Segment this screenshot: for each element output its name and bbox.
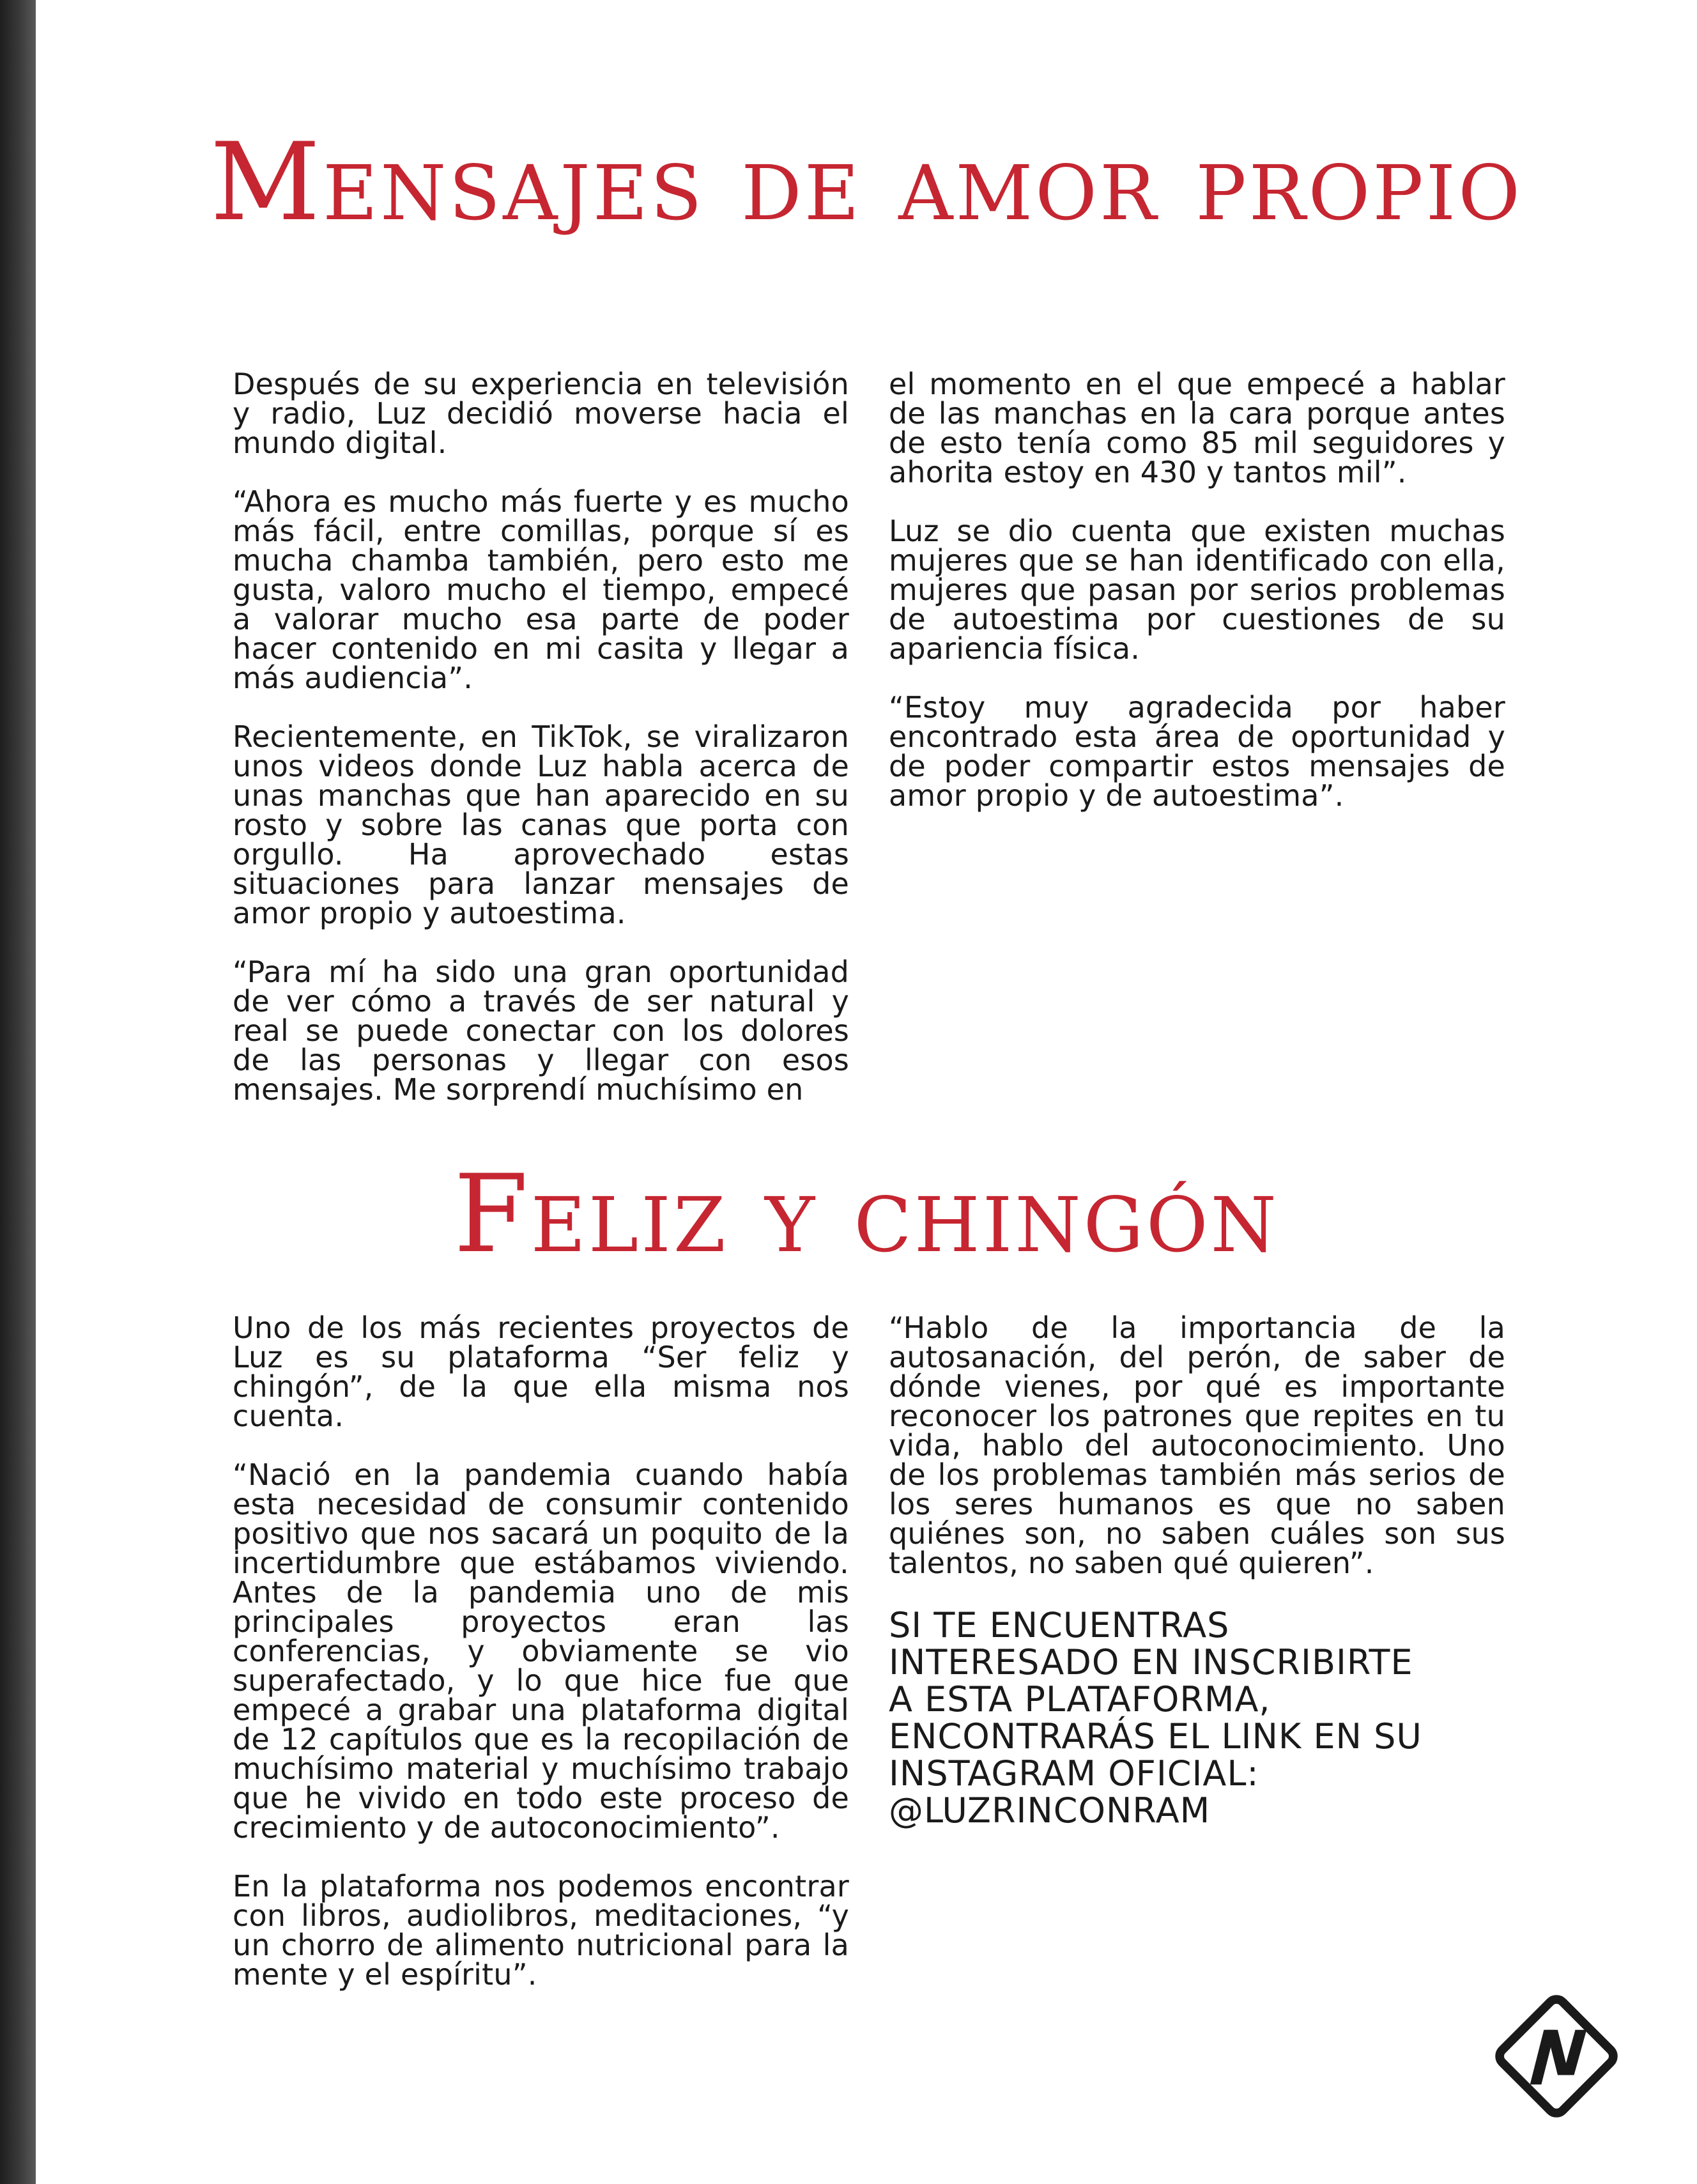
paragraph: Recientemente, en TikTok, se viralizaron unos videos donde Luz habla acerca de unas manchas que han aparecido en su rosto y sobre las canas que porta con orgullo. Ha aprovechado estas situaciones para lanzar mensajes de amor propio y autoestima. bbox=[233, 719, 849, 930]
instagram-callout bbox=[889, 1607, 1505, 1829]
section2-left-column bbox=[233, 1313, 849, 2019]
paragraph: En la plataforma nos podemos encontrar con libros, audiolibros, meditaciones, “y un chorro de alimento nutricional para la mente y el espíritu”. bbox=[233, 1869, 849, 1992]
paragraph: “Hablo de la importancia de la autosanación, del perón, de saber de dónde vienes, por qué es importante reconocer los patrones que repites en tu vida, hablo del autoconocimiento. Uno de los problemas también más serios de los seres humanos es que no saben quiénes son, no saben cuáles son sus talentos, no saben qué quieren”. bbox=[889, 1311, 1505, 1580]
paragraph: “Para mí ha sido una gran oportunidad de ver cómo a través de ser natural y real se puede conectar con los dolores de las personas y llegar con esos mensajes. Me sorprendí muchísimo en bbox=[233, 955, 849, 1107]
callout-line: ENCONTRARÁS EL LINK EN SU bbox=[889, 1716, 1422, 1757]
instagram-handle: @LUZRINCONRAM bbox=[889, 1790, 1211, 1831]
section-title-feliz-y-chingon: Feliz y chingón bbox=[454, 1151, 1279, 1277]
paragraph: “Estoy muy agradecida por haber encontrado esta área de oportunidad y de poder compartir estos mensajes de amor propio y de autoestima”. bbox=[889, 690, 1505, 813]
callout-line: INSTAGRAM OFICIAL: bbox=[889, 1753, 1259, 1794]
paragraph: “Ahora es mucho más fuerte y es mucho más fácil, entre comillas, porque sí es mucha chamba también, pero esto me gusta, valoro mucho el tiempo, empecé a valorar mucho esa parte de poder hacer contenido en mi casita y llegar a más audiencia”. bbox=[233, 484, 849, 695]
section1-right-column bbox=[889, 369, 1505, 840]
diamond-n-logo-icon bbox=[1481, 1981, 1632, 2132]
paragraph: Luz se dio cuenta que existen muchas mujeres que se han identificado con ella, mujeres que pasan por serios problemas de autoestima por cuestiones de su apariencia física. bbox=[889, 514, 1505, 666]
paragraph: “Nació en la pandemia cuando había esta necesidad de consumir contenido positivo que nos sacará un poquito de la incertidumbre que estábamos viviendo. Antes de la pandemia uno de mis principales proyectos eran las conferencias, y obviamente se vio superafectado, y lo que hice fue que empecé a grabar una plataforma digital de 12 capítulos que es la recopilación de muchísimo material y muchísimo trabajo que he vivido en todo este proceso de crecimiento y de autoconocimiento”. bbox=[233, 1457, 849, 1845]
section-title-amor-propio: Mensajes de amor propio bbox=[210, 119, 1523, 245]
paragraph: Después de su experiencia en televisión y radio, Luz decidió moverse hacia el mundo digital. bbox=[233, 367, 849, 460]
page-spine-edge bbox=[0, 0, 36, 2184]
section1-left-column bbox=[233, 369, 849, 1134]
callout-line: SI TE ENCUENTRAS bbox=[889, 1605, 1230, 1645]
section2-right-column bbox=[889, 1313, 1505, 1829]
callout-line: INTERESADO EN INSCRIBIRTE bbox=[889, 1642, 1413, 1682]
paragraph: Uno de los más recientes proyectos de Luz es su plataforma “Ser feliz y chingón”, de la que ella misma nos cuenta. bbox=[233, 1311, 849, 1433]
callout-line: A ESTA PLATAFORMA, bbox=[889, 1679, 1271, 1719]
paragraph: el momento en el que empecé a hablar de las manchas en la cara porque antes de esto tenía como 85 mil seguidores y ahorita estoy en 430 y tantos mil”. bbox=[889, 367, 1505, 489]
